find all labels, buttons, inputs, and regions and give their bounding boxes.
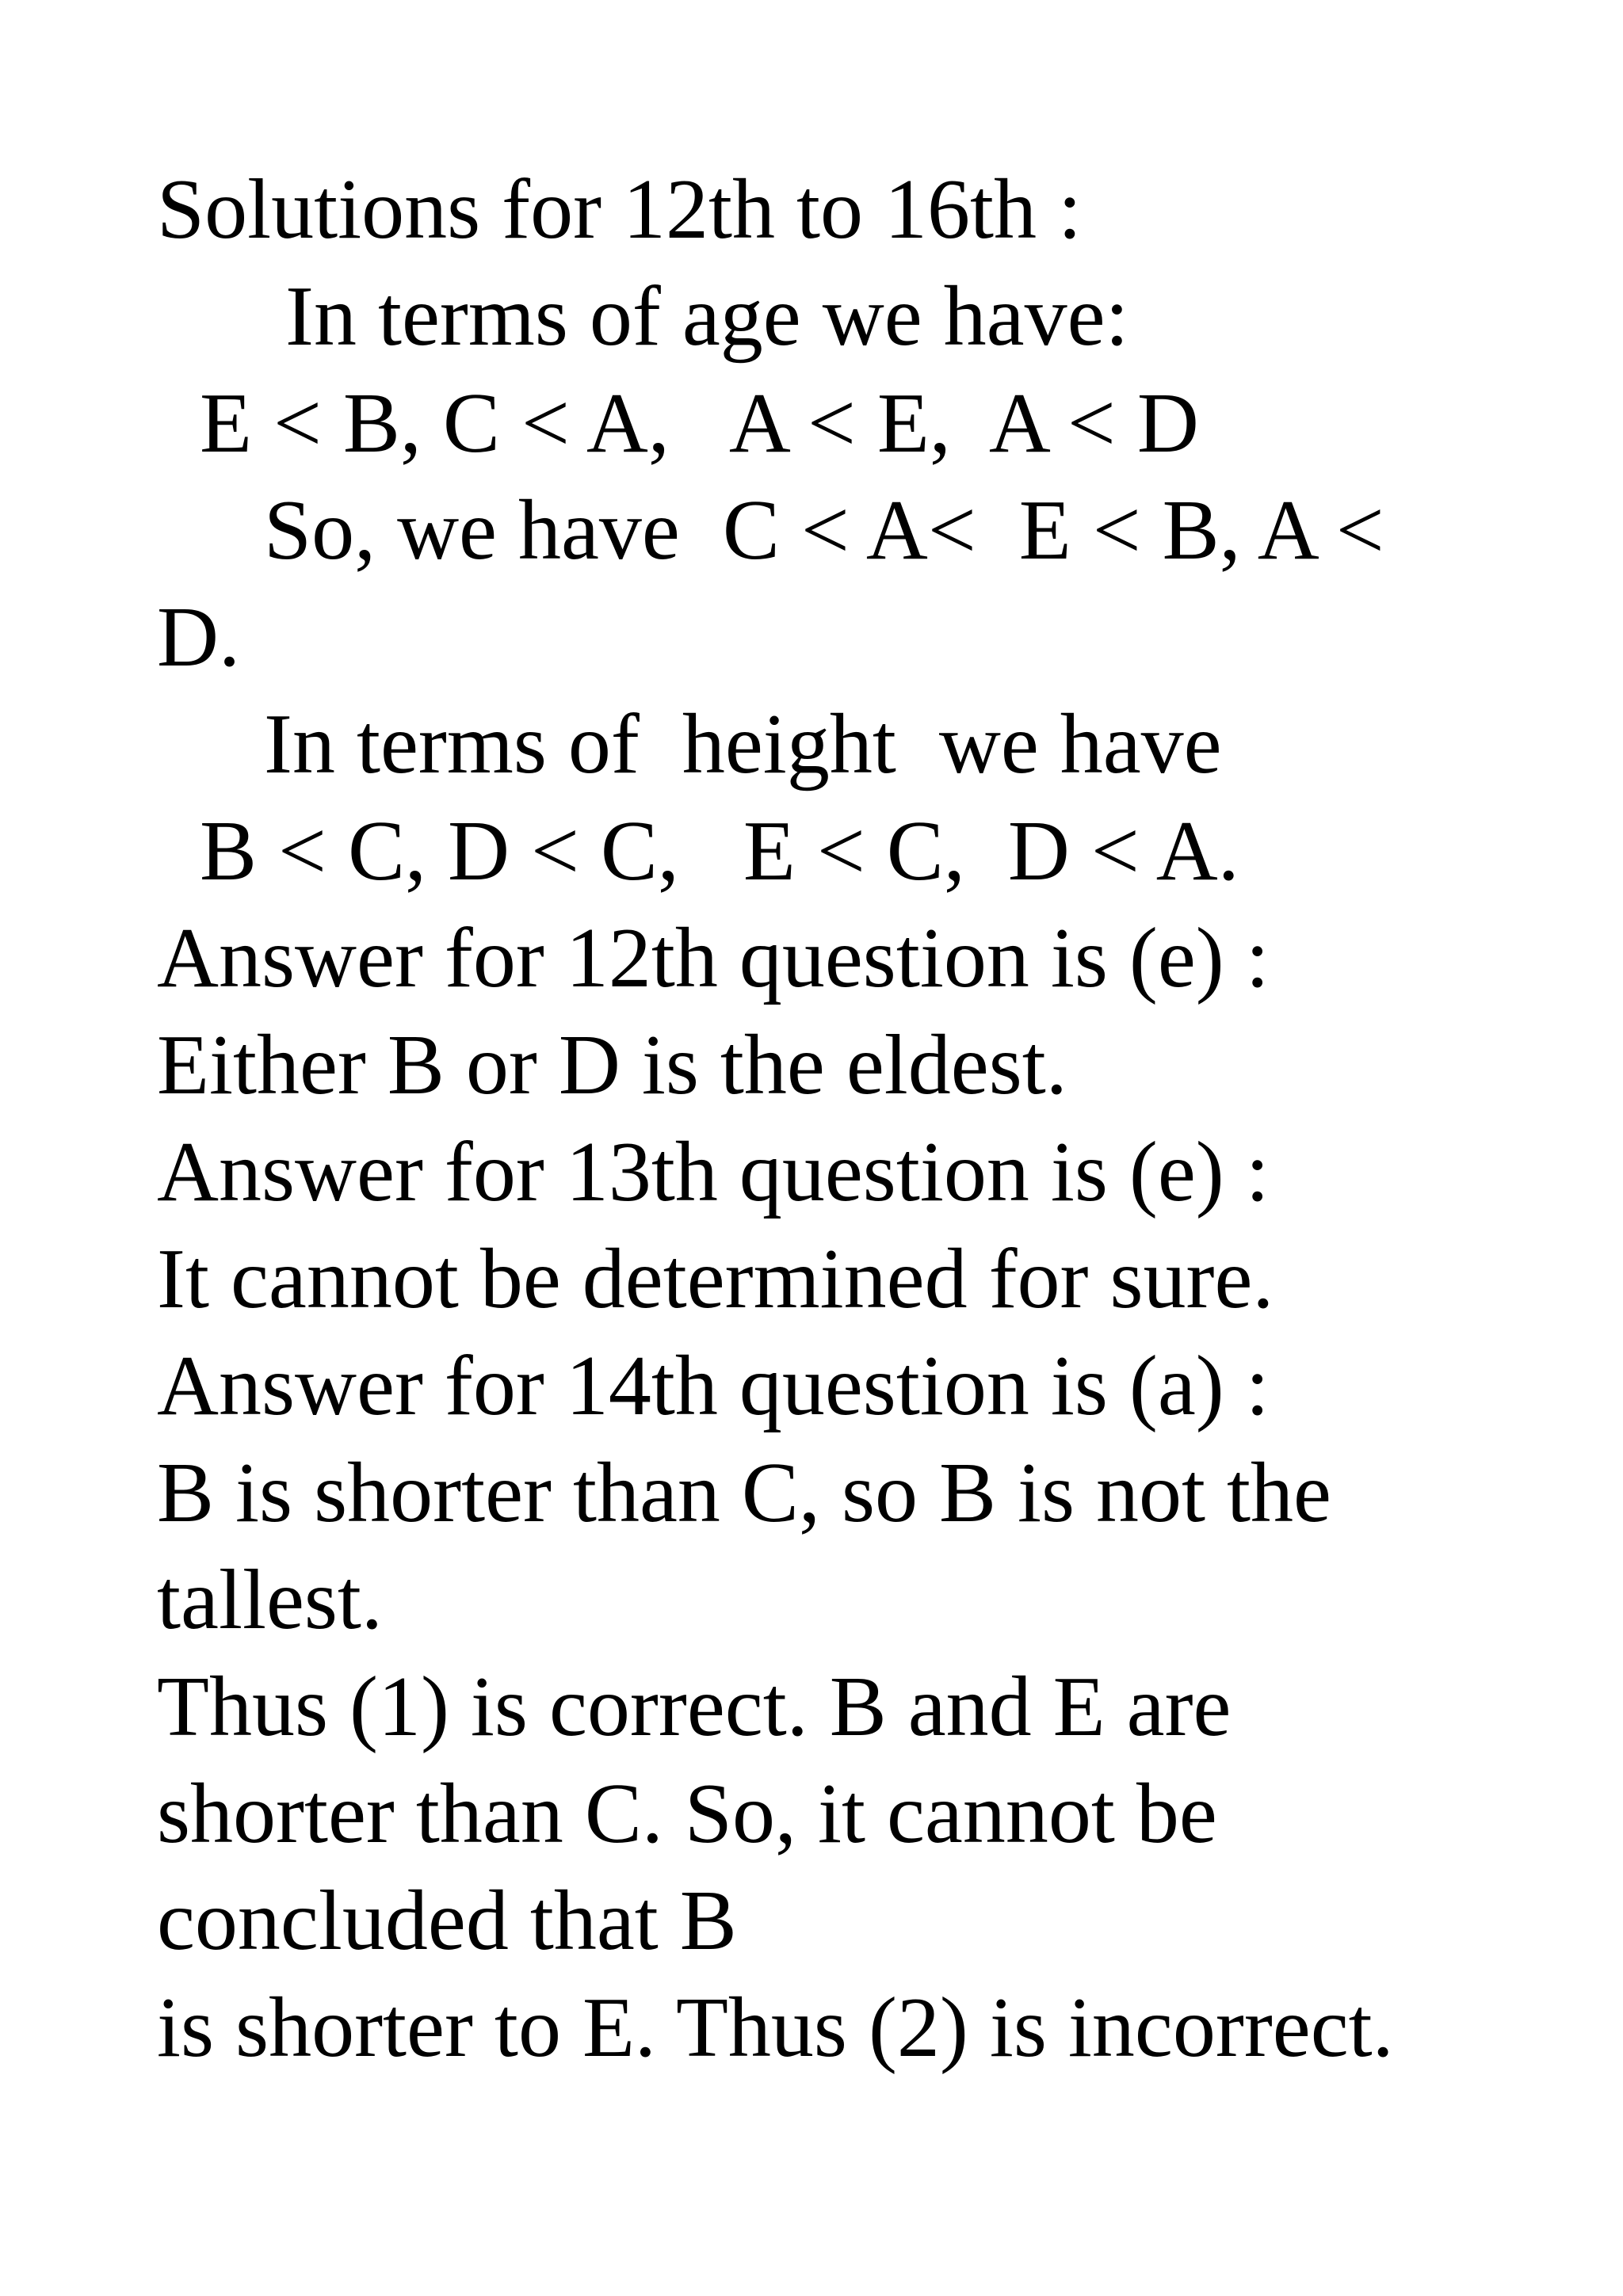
text-line: Answer for 14th question is (a) :: [157, 1339, 1270, 1433]
text-line: It cannot be determined for sure.: [157, 1232, 1274, 1326]
text-line: In terms of age we have:: [157, 269, 1129, 364]
text-line: In terms of height we have: [157, 697, 1222, 791]
text-line: B is shorter than C, so B is not the: [157, 1446, 1331, 1540]
text-line: tallest.: [157, 1553, 383, 1647]
text-line: B < C, D < C, E < C, D < A.: [157, 804, 1239, 898]
text-line: Answer for 13th question is (e) :: [157, 1125, 1270, 1219]
text-line: concluded that B: [157, 1874, 737, 1968]
text-line: Thus (1) is correct. B and E are: [157, 1660, 1232, 1754]
text-line: So, we have C < A< E < B, A <: [157, 483, 1384, 578]
text-line: E < B, C < A, A < E, A < D: [157, 376, 1199, 471]
text-line: Answer for 12th question is (e) :: [157, 911, 1270, 1005]
text-line: is shorter to E. Thus (2) is incorrect.: [157, 1981, 1394, 2075]
text-line: shorter than C. So, it cannot be: [157, 1767, 1217, 1861]
text-line: Solutions for 12th to 16th :: [157, 162, 1083, 257]
text-line: D.: [157, 590, 240, 685]
text-line: Either B or D is the eldest.: [157, 1018, 1067, 1112]
